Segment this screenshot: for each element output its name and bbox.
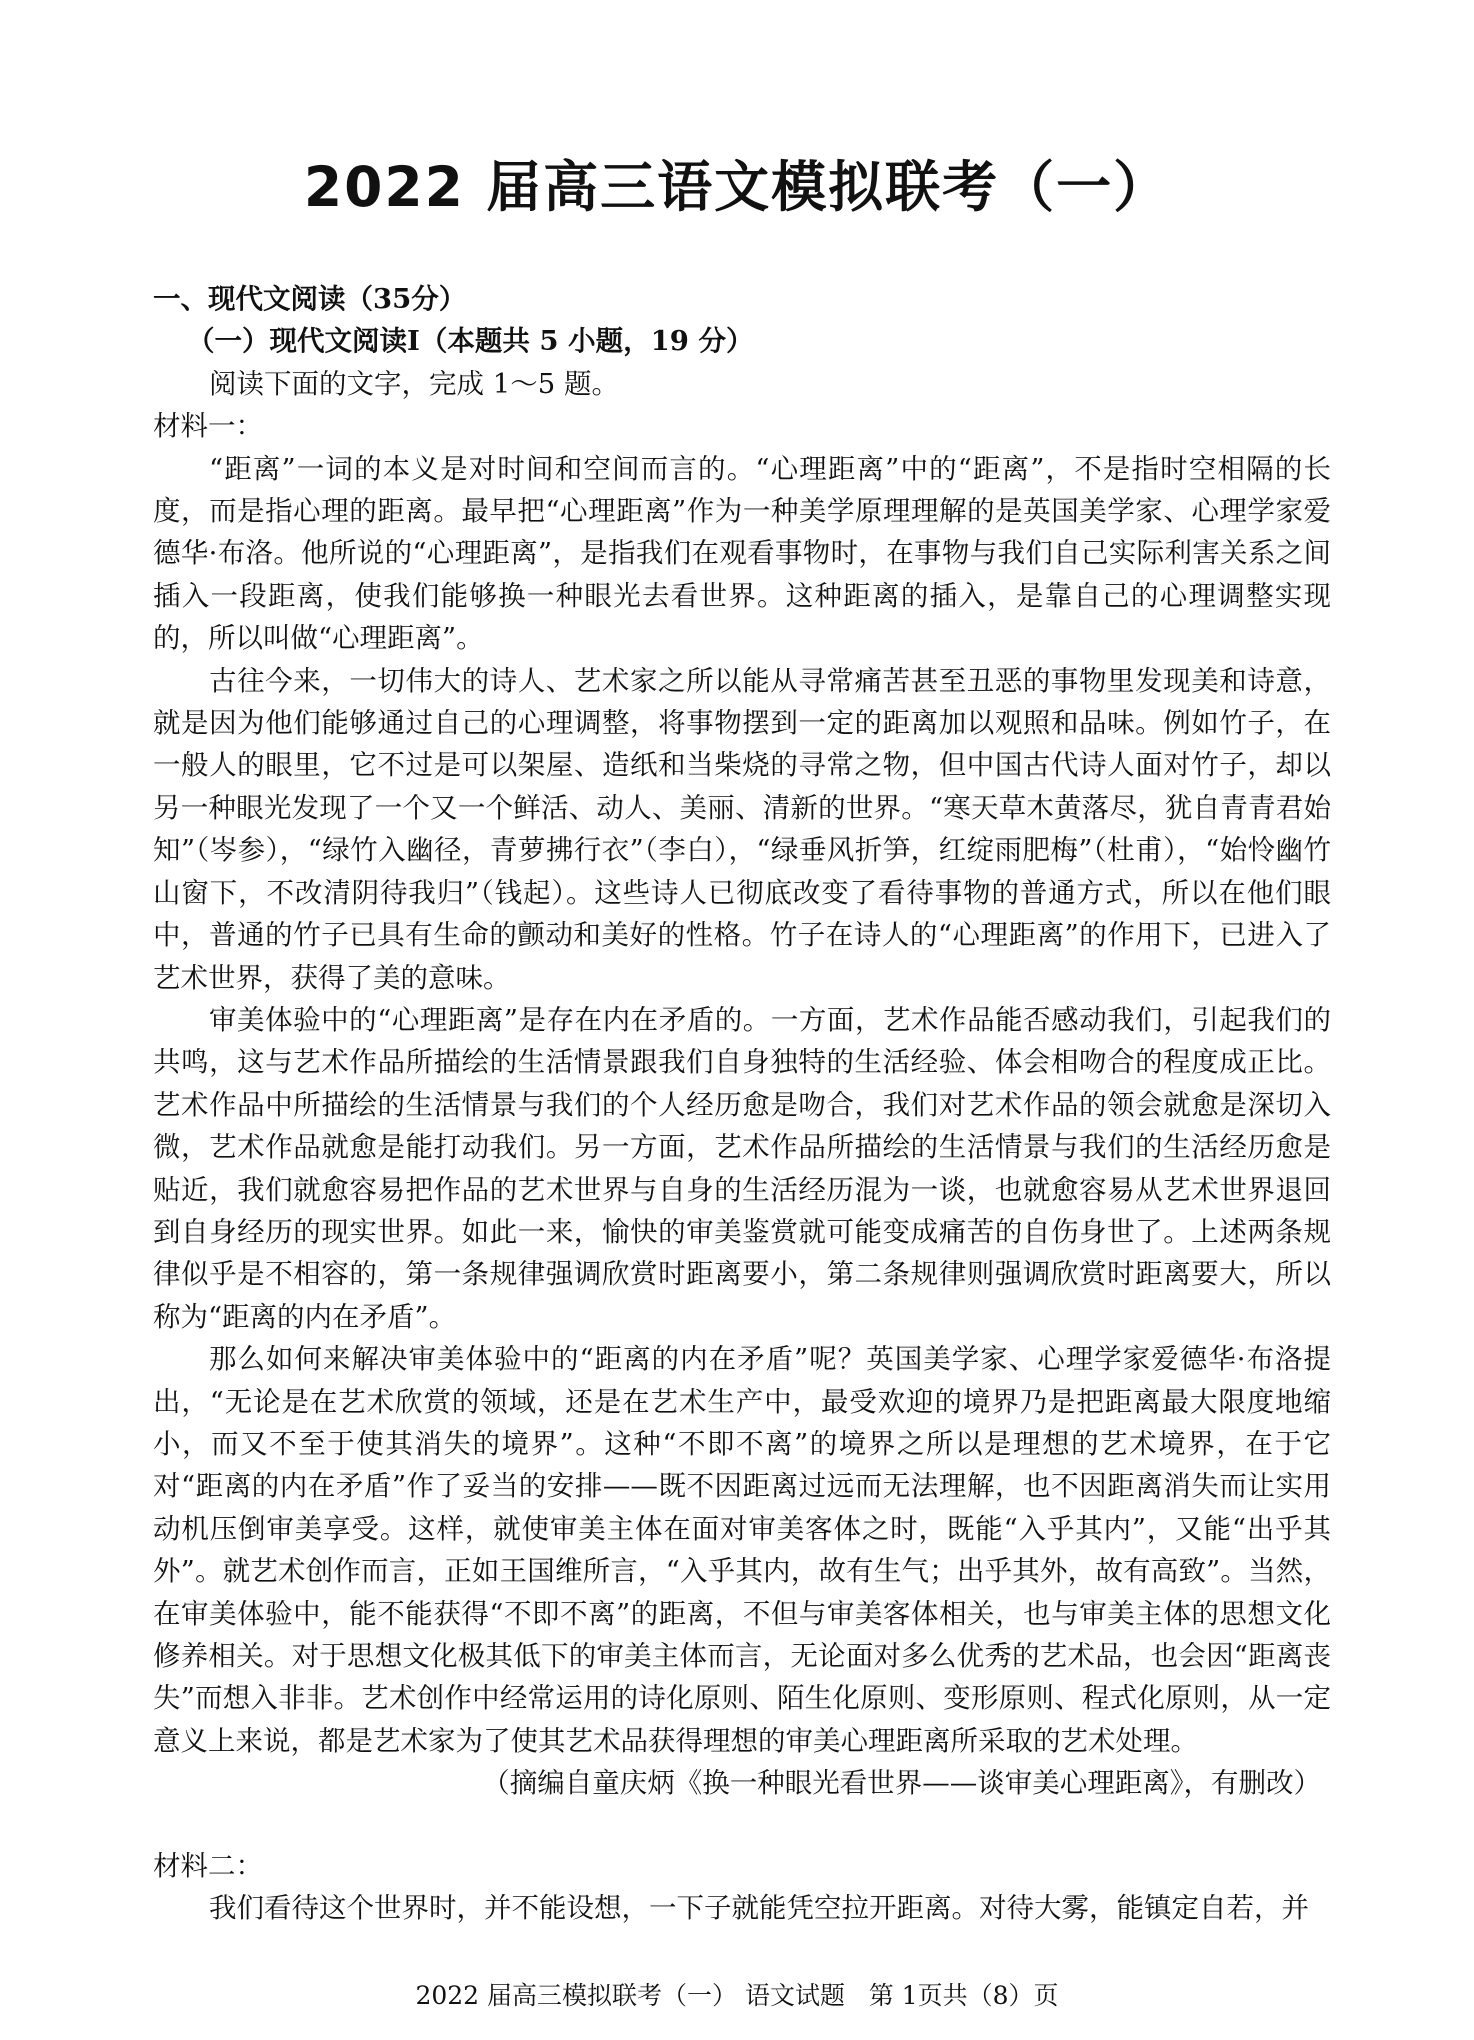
footer-text: 2022 届高三模拟联考（一） 语文试题 第 1页共（8）页	[415, 1981, 1059, 2010]
exam-title: 2022 届高三语文模拟联考（一）	[303, 155, 1171, 219]
material2-paragraph: 我们看待这个世界时，并不能设想，一下子就能凭空拉开距离。对待大雾，能镇定自若，并	[209, 1892, 1309, 1925]
material1-paragraph: “距离”一词的本义是对时间和空间而言的。“心理距离”中的“距离”，不是指时空相隔的长度，而是指心理的距离。最早把“心理距离”作为一种美学原理理解的是英国美学家、心理学家爱德华·布洛。他所说的“心理距离”，是指我们在观看事物时，在事物与我们自己实际利害关系之间插入一段距离，使我们能够换一种眼光去看世界。这种距离的插入，是靠自己的心理调整实现的，所以叫做“心理距离”。	[153, 452, 1331, 655]
section-gap	[153, 1805, 1331, 1845]
subsection-heading: （一）现代文阅读Ⅰ（本题共 5 小题，19 分）	[187, 325, 754, 358]
material1-paragraph: 古往今来，一切伟大的诗人、艺术家之所以能从寻常痛苦甚至丑恶的事物里发现美和诗意，就是因为他们能够通过自己的心理调整，将事物摆到一定的距离加以观照和品味。例如竹子，在一般人的眼里，它不过是可以架屋、造纸和当柴烧的寻常之物，但中国古代诗人面对竹子，却以另一种眼光发现了一个又一个鲜活、动人、美丽、清新的世界。“寒天草木黄落尽，犹自青青君始知”（岑参），“绿竹入幽径，青萝拂行衣”（李白），“绿垂风折笋，红绽雨肥梅”（杜甫），“始怜幽竹山窗下，不改清阴待我归”（钱起）。这些诗人已彻底改变了看待事物的普通方式，所以在他们眼中，普通的竹子已具有生命的颤动和美好的性格。竹子在诗人的“心理距离”的作用下，已进入了艺术世界，获得了美的意味。	[153, 664, 1331, 994]
instruction-text: 阅读下面的文字，完成 1～5 题。	[209, 367, 619, 400]
page-footer	[0, 1978, 1474, 2014]
material1-paragraph: 审美体验中的“心理距离”是存在内在矛盾的。一方面，艺术作品能否感动我们，引起我们的共鸣，这与艺术作品所描绘的生活情景跟我们自身独特的生活经验、体会相吻合的程度成正比。艺术作品中所描绘的生活情景与我们的个人经历愈是吻合，我们对艺术作品的领会就愈是深切入微，艺术作品就愈是能打动我们。另一方面，艺术作品所描绘的生活情景与我们的生活经历愈是贴近，我们就愈容易把作品的艺术世界与自身的生活经历混为一谈，也就愈容易从艺术世界退回到自身经历的现实世界。如此一来，愉快的审美鉴赏就可能变成痛苦的自伤身世了。上述两条规律似乎是不相容的，第一条规律强调欣赏时距离要小，第二条规律则强调欣赏时距离要大，所以称为“距离的内在矛盾”。	[153, 1003, 1331, 1333]
material1-label: 材料一：	[153, 410, 263, 443]
material1-paragraph: 那么如何来解决审美体验中的“距离的内在矛盾”呢？英国美学家、心理学家爱德华·布洛提出，“无论是在艺术欣赏的领域，还是在艺术生产中，最受欢迎的境界乃是把距离最大限度地缩小，而又不至于使其消失的境界”。这种“不即不离”的境界之所以是理想的艺术境界，在于它对“距离的内在矛盾”作了妥当的安排——既不因距离过远而无法理解，也不因距离消失而让实用动机压倒审美享受。这样，就使审美主体在面对审美客体之时，既能“入乎其内”，又能“出乎其外”。就艺术创作而言，正如王国维所言，“入乎其内，故有生气；出乎其外，故有高致”。当然，在审美体验中，能不能获得“不即不离”的距离，不但与审美客体相关，也与审美主体的思想文化修养相关。对于思想文化极其低下的审美主体而言，无论面对多么优秀的艺术品，也会因“距离丧失”而想入非非。艺术创作中经常运用的诗化原则、陌生化原则、变形原则、程式化原则，从一定意义上来说，都是艺术家为了使其艺术品获得理想的审美心理距离所采取的艺术处理。	[153, 1343, 1331, 1757]
section-heading: 一、现代文阅读（35分）	[153, 283, 467, 315]
material2-label: 材料二：	[153, 1849, 263, 1882]
material1-source: （摘编自童庆炳《换一种眼光看世界——谈审美心理距离》，有删改）	[482, 1767, 1321, 1800]
content-body	[153, 278, 1331, 1929]
